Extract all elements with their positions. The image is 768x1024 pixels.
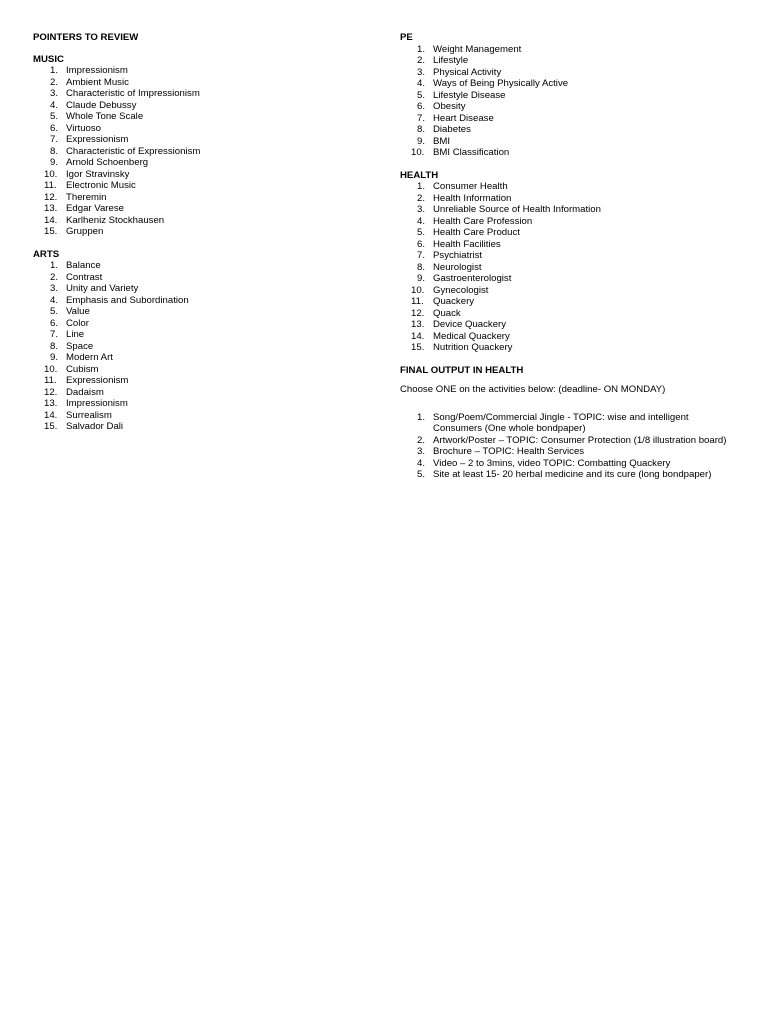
list-item — [400, 308, 740, 320]
list-item — [33, 100, 363, 112]
list-item-number: 3. — [50, 283, 59, 294]
list-item — [400, 78, 740, 90]
left-column — [33, 32, 363, 444]
list-item-text: Ambient Music — [66, 76, 129, 88]
list-item-text: Lifestyle — [433, 55, 469, 66]
list-item — [400, 262, 740, 274]
list-item — [33, 146, 363, 158]
list-item-text: Physical Activity — [433, 66, 502, 78]
list-item — [400, 250, 740, 262]
list-item-text: Whole Tone Scale — [66, 111, 144, 122]
list-item — [33, 157, 363, 169]
list-item-text: Characteristic of Impressionism — [66, 88, 200, 99]
list-item-number: 15. — [44, 226, 58, 237]
list-item — [400, 67, 740, 79]
right-column — [400, 32, 740, 492]
list-item-number: 9. — [50, 157, 59, 168]
list-item — [33, 364, 363, 376]
list-item-number: 1. — [417, 43, 426, 55]
list-item-text: Cubism — [66, 363, 99, 375]
health-list — [400, 181, 740, 354]
list-item-number: 1. — [417, 181, 426, 192]
list-item-number: 11. — [44, 180, 57, 191]
list-item — [400, 331, 740, 343]
list-item-text: Arnold Schoenberg — [66, 157, 149, 168]
list-item-text: Theremin — [66, 191, 107, 203]
list-item-number: 9. — [417, 135, 426, 147]
list-item-text: Psychiatrist — [433, 250, 483, 261]
list-item — [400, 101, 740, 113]
list-item-text: Contrast — [66, 271, 103, 283]
list-item-number: 3. — [417, 446, 426, 457]
list-item-number: 12. — [411, 307, 425, 319]
list-item-text: Health Facilities — [433, 238, 501, 250]
list-item-number: 2. — [417, 55, 426, 66]
list-item-text: Impressionism — [66, 65, 128, 76]
list-item-number: 4. — [417, 78, 426, 89]
list-item — [33, 410, 363, 422]
list-item-text: Nutrition Quackery — [433, 342, 513, 353]
list-item-number: 4. — [50, 99, 59, 111]
list-item-number: 5. — [417, 469, 426, 480]
list-item-number: 10. — [411, 147, 425, 158]
pe-section — [400, 32, 740, 159]
list-item-number: 9. — [417, 273, 426, 284]
list-item-number: 14. — [44, 409, 58, 421]
music-list — [33, 65, 363, 238]
list-item-text: Line — [66, 329, 85, 340]
final-output-instruction: Choose ONE on the activities below: (deadline- ON MONDAY) — [400, 384, 666, 395]
list-item-text: Medical Quackery — [433, 330, 510, 342]
list-item — [400, 147, 740, 159]
final-output-heading: FINAL OUTPUT IN HEALTH — [400, 364, 524, 376]
list-item-number: 6. — [50, 317, 59, 329]
list-item — [33, 352, 363, 364]
list-item-text: BMI — [433, 135, 451, 147]
list-item — [400, 44, 740, 56]
list-item — [400, 342, 740, 354]
list-item — [33, 341, 363, 353]
list-item-text: Health Care Product — [433, 227, 520, 238]
final-output-list — [400, 412, 740, 481]
list-item-text: Space — [66, 340, 94, 352]
list-item-number: 5. — [417, 227, 426, 238]
list-item — [33, 387, 363, 399]
list-item-number: 9. — [50, 352, 59, 363]
music-heading: MUSIC — [33, 53, 64, 65]
list-item-text: Quack — [433, 307, 461, 319]
list-item-text: Lifestyle Disease — [433, 89, 506, 101]
list-item-number: 7. — [417, 112, 426, 124]
list-item-number: 5. — [50, 306, 59, 317]
list-item — [33, 111, 363, 123]
list-item-number: 12. — [44, 386, 58, 398]
list-item — [33, 169, 363, 181]
list-item-text: Salvador Dali — [66, 421, 124, 432]
list-item-text: Electronic Music — [66, 180, 136, 191]
list-item-text: Igor Stravinsky — [66, 168, 130, 180]
list-item-text: Artwork/Poster – TOPIC: Consumer Protection (1/8 illustration board) — [433, 434, 727, 446]
list-item — [33, 272, 363, 284]
list-item-number: 2. — [417, 434, 426, 446]
list-item — [400, 181, 740, 193]
list-item-number: 1. — [50, 260, 59, 271]
list-item-number: 12. — [44, 191, 58, 203]
list-item — [400, 227, 740, 239]
list-item-text: Virtuoso — [66, 122, 102, 134]
music-section — [33, 54, 363, 238]
list-item-text: Heart Disease — [433, 112, 494, 124]
health-heading: HEALTH — [400, 169, 439, 181]
list-item — [33, 203, 363, 215]
list-item — [400, 124, 740, 136]
list-item-text: Health Information — [433, 192, 512, 204]
list-item — [33, 283, 363, 295]
list-item-number: 8. — [50, 145, 59, 157]
list-item-number: 4. — [417, 215, 426, 227]
list-item — [400, 319, 740, 331]
health-section — [400, 170, 740, 354]
list-item-number: 7. — [417, 250, 426, 261]
list-item — [33, 88, 363, 100]
list-item — [400, 285, 740, 297]
list-item-text: Modern Art — [66, 352, 113, 363]
list-item-text: Surrealism — [66, 409, 112, 421]
list-item — [33, 226, 363, 238]
list-item-number: 14. — [411, 330, 425, 342]
list-item — [400, 113, 740, 125]
list-item — [400, 136, 740, 148]
list-item-number: 13. — [44, 203, 58, 214]
list-item-text: Expressionism — [66, 375, 129, 386]
list-item-number: 7. — [50, 134, 59, 145]
list-item-number: 13. — [44, 398, 58, 409]
list-item — [400, 204, 740, 216]
list-item — [33, 375, 363, 387]
list-item-text: Site at least 15- 20 herbal medicine and its cure (long bondpaper) — [433, 469, 712, 480]
list-item-text: Value — [66, 306, 90, 317]
list-item-text: Neurologist — [433, 261, 482, 273]
list-item-number: 6. — [50, 122, 59, 134]
list-item-number: 8. — [50, 340, 59, 352]
list-item — [33, 77, 363, 89]
list-item-number: 14. — [44, 214, 58, 226]
list-item-text: Claude Debussy — [66, 99, 137, 111]
list-item-text: Unreliable Source of Health Information — [433, 204, 601, 215]
list-item — [400, 458, 740, 470]
list-item-text: Gynecologist — [433, 284, 489, 296]
list-item-number: 10. — [44, 168, 58, 180]
list-item-text: Gruppen — [66, 226, 104, 237]
list-item-number: 10. — [411, 284, 425, 296]
list-item — [33, 260, 363, 272]
arts-heading: ARTS — [33, 248, 60, 260]
pe-list — [400, 44, 740, 159]
list-item — [33, 306, 363, 318]
list-item — [33, 192, 363, 204]
list-item-text: Diabetes — [433, 124, 471, 135]
list-item — [400, 55, 740, 67]
list-item-text: Consumer Health — [433, 181, 508, 192]
list-item-number: 6. — [417, 101, 426, 112]
list-item — [33, 295, 363, 307]
list-item — [33, 318, 363, 330]
list-item-number: 2. — [50, 76, 59, 88]
list-item-text: Weight Management — [433, 43, 522, 55]
arts-list — [33, 260, 363, 433]
list-item-text: Ways of Being Physically Active — [433, 78, 569, 89]
page-title: POINTERS TO REVIEW — [33, 32, 139, 43]
list-item-text: Dadaism — [66, 386, 104, 398]
list-item — [33, 134, 363, 146]
list-item-text: Quackery — [433, 296, 475, 307]
list-item-number: 8. — [417, 124, 426, 135]
list-item-number: 8. — [417, 261, 426, 273]
list-item — [33, 329, 363, 341]
list-item-text: Song/Poem/Commercial Jingle - TOPIC: wise and intelligent Consumers (One whole bondpaper) — [433, 411, 689, 434]
list-item-text: Karlheniz Stockhausen — [66, 214, 165, 226]
list-item-text: Characteristic of Expressionism — [66, 145, 201, 157]
final-output-section — [400, 365, 740, 481]
list-item — [33, 398, 363, 410]
list-item-text: Edgar Varese — [66, 203, 124, 214]
list-item-number: 1. — [417, 411, 426, 423]
list-item-number: 5. — [50, 111, 59, 122]
list-item-text: Health Care Profession — [433, 215, 533, 227]
list-item — [33, 215, 363, 227]
list-item — [33, 123, 363, 135]
list-item — [400, 239, 740, 251]
list-item-text: BMI Classification — [433, 147, 510, 158]
list-item-number: 4. — [50, 294, 59, 306]
list-item-text: Device Quackery — [433, 319, 507, 330]
list-item-number: 10. — [44, 363, 58, 375]
list-item-text: Obesity — [433, 101, 466, 112]
arts-section — [33, 249, 363, 433]
pe-heading: PE — [400, 32, 413, 43]
list-item-number: 6. — [417, 238, 426, 250]
list-item-text: Emphasis and Subordination — [66, 294, 189, 306]
list-item — [400, 435, 740, 447]
list-item — [400, 273, 740, 285]
list-item-number: 2. — [50, 271, 59, 283]
list-item — [33, 421, 363, 433]
list-item — [400, 296, 740, 308]
list-item — [400, 412, 740, 435]
list-item-number: 4. — [417, 457, 426, 469]
list-item-number: 3. — [417, 66, 426, 78]
list-item-text: Impressionism — [66, 398, 128, 409]
list-item-number: 13. — [411, 319, 425, 330]
list-item — [400, 193, 740, 205]
list-item-text: Color — [66, 317, 89, 329]
list-item — [400, 446, 740, 458]
list-item-text: Balance — [66, 260, 101, 271]
list-item-number: 11. — [44, 375, 57, 386]
list-item-number: 2. — [417, 192, 426, 204]
list-item — [33, 180, 363, 192]
list-item-number: 11. — [411, 296, 424, 307]
list-item-number: 5. — [417, 89, 426, 101]
list-item-number: 7. — [50, 329, 59, 340]
list-item-number: 1. — [50, 65, 59, 76]
list-item-text: Brochure – TOPIC: Health Services — [433, 446, 585, 457]
list-item-number: 3. — [50, 88, 59, 99]
list-item-number: 15. — [411, 342, 425, 353]
list-item — [400, 216, 740, 228]
list-item-text: Video – 2 to 3mins, video TOPIC: Combatting Quackery — [433, 457, 671, 469]
list-item-number: 15. — [44, 421, 58, 432]
list-item — [400, 469, 740, 481]
list-item-number: 3. — [417, 204, 426, 215]
list-item-text: Expressionism — [66, 134, 129, 145]
list-item — [33, 65, 363, 77]
list-item-text: Gastroenterologist — [433, 273, 512, 284]
list-item — [400, 90, 740, 102]
list-item-text: Unity and Variety — [66, 283, 139, 294]
